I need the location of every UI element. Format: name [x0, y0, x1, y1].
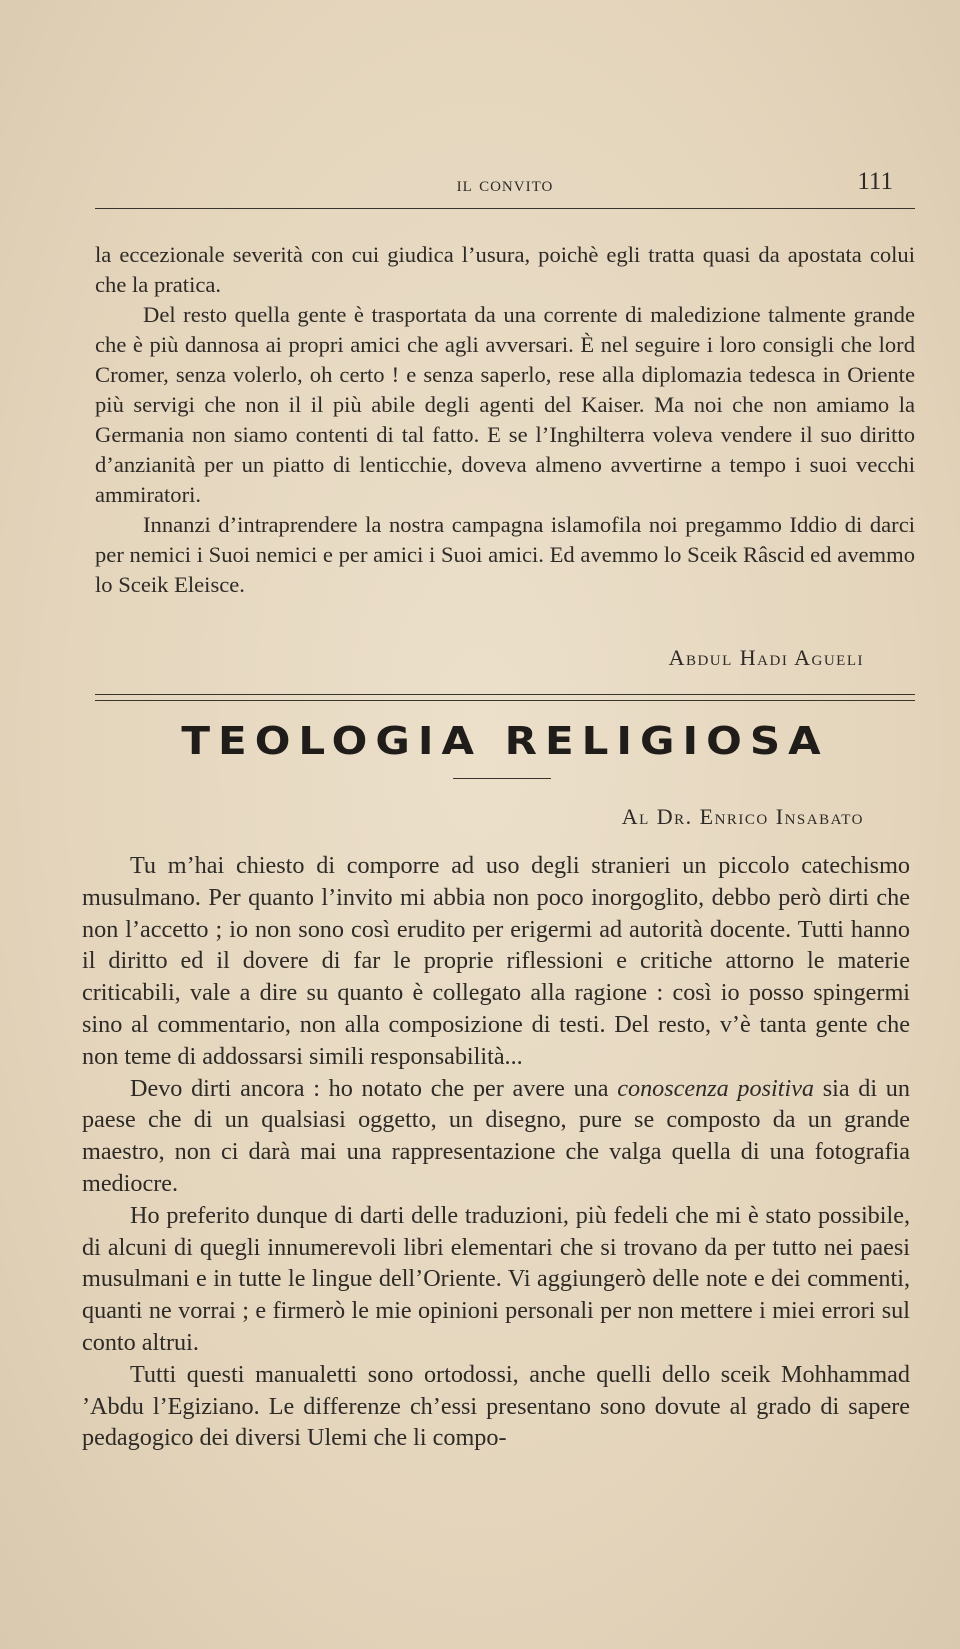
paragraph-text: Devo dirti ancora : ho notato che per avere una — [130, 1074, 618, 1102]
emphasis-text: conoscenza positiva — [617, 1074, 815, 1102]
header-rule — [95, 208, 915, 209]
paragraph-text: sia di un paese che di un qualsiasi oggetto, un disegno, pure se composto da un grande maestro, non ci darà mai una rappresentazione che valga quella di una fotografia mediocre. — [82, 1074, 910, 1197]
paragraph: la eccezionale severità con cui giudica l’usura, poichè egli tratta quasi da apostata colui che la pratica. — [95, 242, 915, 297]
author-signature: Abdul Hadi Agueli — [668, 645, 864, 670]
paragraph: Innanzi d’intraprendere la nostra campagna islamofila noi pregammo Iddio di darci per nemici i Suoi nemici e per amici i Suoi amici. Ed avemmo lo Sceik Râscid ed avemmo lo Sceik Eleisce. — [95, 512, 915, 597]
paragraph — [82, 1073, 910, 1200]
paragraph: Ho preferito dunque di darti delle traduzioni, più fedeli che mi è stato possibile, di alcuni di quegli innumerevoli libri elementari che si trovano da per tutto nei paesi musulmani e in tutte le lingue dell’Oriente. Vi aggiungerò delle note e dei commenti, quanti ne vorrai ; e firmerò le mie opinioni personali per non mettere i miei errori sul conto altrui. — [82, 1201, 910, 1356]
title-underline — [453, 778, 551, 779]
article-body — [82, 850, 910, 1454]
previous-article-text — [95, 240, 915, 600]
page-number: 111 — [857, 168, 893, 195]
running-head — [95, 168, 915, 202]
running-title: il convito — [456, 172, 554, 196]
article-title: TEOLOGIA RELIGIOSA — [181, 717, 829, 764]
paragraph: Tu m’hai chiesto di comporre ad uso degli stranieri un piccolo catechismo musulmano. Per quanto l’invito mi abbia non poco inorgoglito, debbo però dirti che non l’accetto ; io non sono così erudito per erigermi ad autorità docente. Tutti hanno il diritto ed il dovere di far le proprie riflessioni e critiche attorno le materie criticabili, vale a dire su quanto è collegato alla ragione : così io posso spingermi sino al commentario, non alla composizione di testi. Del resto, v’è tanta gente che non teme di addossarsi simili responsabilità... — [82, 852, 910, 1070]
section-divider — [95, 694, 915, 701]
paragraph: Del resto quella gente è trasportata da una corrente di maledizione talmente grande che è più dannosa ai propri amici che agli avversari. È nel seguire i loro consigli che lord Cromer, senza volerlo, oh certo ! e senza saperlo, rese alla diplomazia tedesca in Oriente più servigi che non il il più abile degli agenti del Kaiser. Ma noi che non amiamo la Germania non siamo contenti di tal fatto. E se l’Inghilterra voleva vendere il suo diritto d’anzianità per un piatto di lenticchie, doveva almeno avvertirne a tempo i suoi vecchi ammiratori. — [95, 302, 915, 507]
paragraph: Tutti questi manualetti sono ortodossi, anche quelli dello sceik Mohhammad ’Abdu l’Egiziano. Le differenze ch’essi presentano sono dovute al grado di sapere pedagogico dei diversi Ulemi che li compo- — [82, 1360, 910, 1452]
dedication: Al Dr. Enrico Insabato — [621, 804, 864, 829]
